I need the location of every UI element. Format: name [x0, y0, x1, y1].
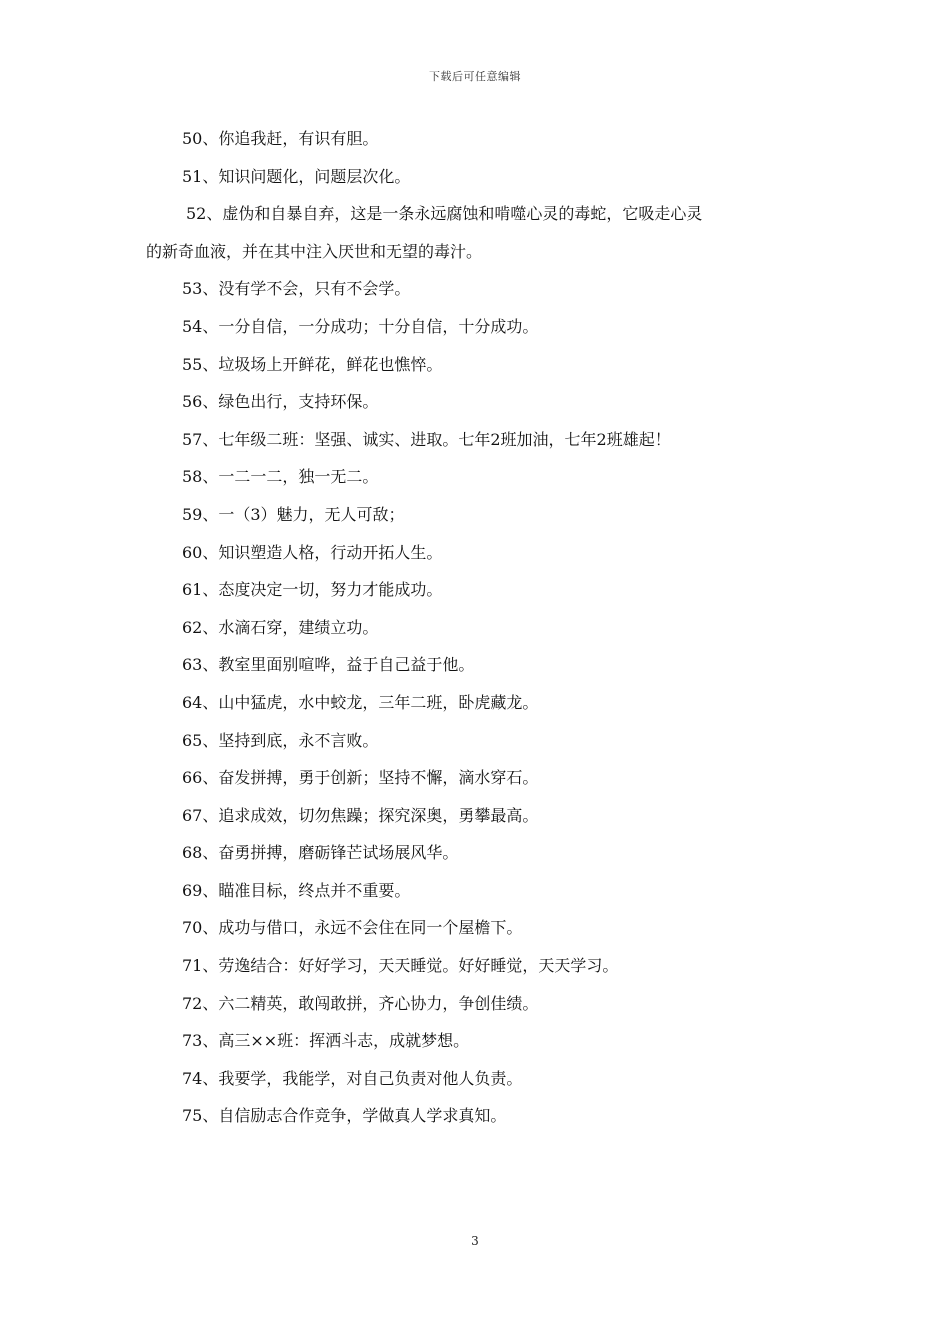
list-item: 51、知识问题化，问题层次化。: [182, 166, 411, 186]
list-item: 56、绿色出行，支持环保。: [182, 392, 379, 412]
list-item: 70、成功与借口，永远不会住在同一个屋檐下。: [182, 918, 523, 938]
list-item: 69、瞄准目标，终点并不重要。: [182, 880, 411, 900]
list-item: 67、追求成效，切勿焦躁；探究深奥，勇攀最高。: [182, 805, 539, 825]
list-item: 59、一（3）魅力，无人可敌；: [182, 504, 405, 524]
list-item: 72、六二精英，敢闯敢拼，齐心协力，争创佳绩。: [182, 993, 539, 1013]
list-item: 75、自信励志合作竞争，学做真人学求真知。: [182, 1106, 507, 1126]
list-item-continuation: 的新奇血液，并在其中注入厌世和无望的毒汁。: [146, 241, 483, 261]
page-header: 下载后可任意编辑: [429, 70, 521, 83]
list-item: 61、态度决定一切，努力才能成功。: [182, 580, 443, 600]
list-item: 65、坚持到底，永不言败。: [182, 730, 379, 750]
list-item: 53、没有学不会，只有不会学。: [182, 279, 411, 299]
list-item: 66、奋发拼搏，勇于创新；坚持不懈，滴水穿石。: [182, 768, 539, 788]
list-item: 64、山中猛虎，水中蛟龙，三年二班，卧虎藏龙。: [182, 692, 539, 712]
list-item: 52、虚伪和自暴自弃，这是一条永远腐蚀和啃噬心灵的毒蛇，它吸走心灵: [186, 204, 703, 224]
list-item: 62、水滴石穿，建绩立功。: [182, 617, 379, 637]
list-item: 58、一二一二，独一无二。: [182, 467, 379, 487]
page-number: 3: [471, 1234, 479, 1248]
list-item: 55、垃圾场上开鲜花，鲜花也憔悴。: [182, 354, 443, 374]
list-item: 71、劳逸结合：好好学习，天天睡觉。好好睡觉，天天学习。: [182, 956, 619, 976]
list-item: 54、一分自信，一分成功；十分自信，十分成功。: [182, 316, 539, 336]
list-item: 74、我要学，我能学，对自己负责对他人负责。: [182, 1068, 523, 1088]
document-body: [146, 120, 816, 1135]
list-item: 57、七年级二班：坚强、诚实、进取。七年2班加油，七年2班雄起！: [182, 429, 671, 449]
list-item: 63、教室里面别喧哗，益于自己益于他。: [182, 655, 475, 675]
list-item: 60、知识塑造人格，行动开拓人生。: [182, 542, 443, 562]
list-item: 73、高三××班：挥洒斗志，成就梦想。: [182, 1031, 470, 1051]
list-item: 50、你追我赶，有识有胆。: [182, 129, 379, 148]
list-item: 68、奋勇拼搏，磨砺锋芒试场展风华。: [182, 843, 459, 863]
